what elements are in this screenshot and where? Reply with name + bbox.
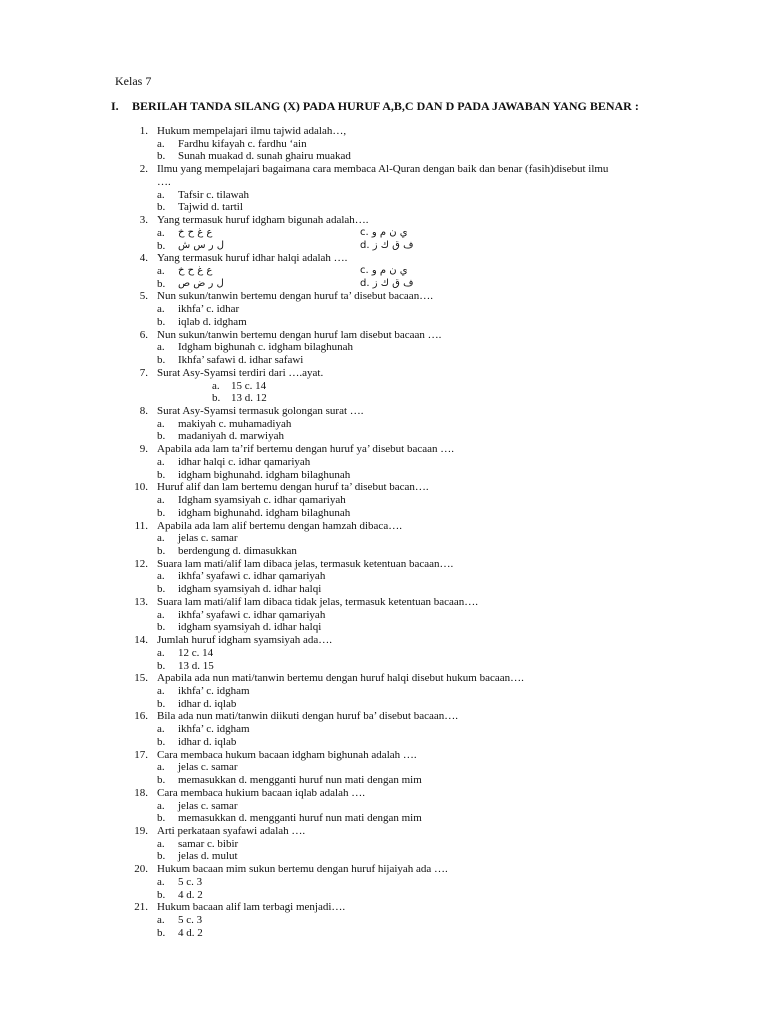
question-text: Surat Asy-Syamsi terdiri dari ….ayat. [157,366,324,379]
section-instruction: BERILAH TANDA SILANG (X) PADA HURUF A,B,C DAN D PADA JAWABAN YANG BENAR : [132,99,639,113]
option-letter: a. [212,379,220,392]
option-letter: a. [157,494,165,507]
question-number: 3. [139,214,148,227]
question-text: Hukum mempelajari ilmu tajwid adalah…, [157,125,347,137]
question-number: 4. [139,252,148,265]
option-text: ل ر ض ص [178,277,224,289]
answer-option-row [0,240,768,253]
option-letter: a. [157,226,165,239]
question-number: 15. [134,672,148,685]
question-item [0,481,768,519]
answer-option-row [0,927,768,940]
question-item [0,443,768,481]
answer-option-row [0,341,768,354]
answer-option-row [0,583,768,596]
option-letter: a. [157,188,165,201]
option-text: idgham bighunahd. idgham bilaghunah [178,506,351,519]
answer-option-row [0,723,768,736]
option-text-right: d. ف ق ك ز [360,277,414,289]
question-item [0,749,768,787]
option-letter: a. [157,723,165,736]
option-letter: a. [157,685,165,697]
option-letter: a. [157,837,165,850]
option-text-right: c. ي ن م و [360,226,408,238]
question-item [0,634,768,672]
option-text: Idgham bighunah c. idgham bilaghunah [178,341,354,354]
option-text: 13 d. 12 [231,392,267,405]
question-text: Cara membaca hukum bacaan idgham bighunah adalah …. [157,748,417,761]
question-item [0,520,768,558]
question-item [0,787,768,825]
option-text: Ikhfa’ safawi d. idhar safawi [178,354,304,367]
class-label: Kelas 7 [115,74,152,88]
option-text: ikhfa’ syafawi c. idhar qamariyah [178,608,326,621]
option-text: ikhfa’ c. idgham [178,685,250,697]
question-item [0,558,768,596]
option-text: jelas c. samar [178,532,238,545]
answer-option-row [0,889,768,902]
option-letter: b. [157,150,166,163]
question-number: 5. [139,290,148,303]
option-text: ع غ ح خ [178,265,213,277]
answer-option-row [0,354,768,367]
answer-option-row [0,392,768,405]
option-letter: a. [157,137,165,150]
question-list [0,125,768,939]
answer-option-row [0,532,768,545]
option-letter: a. [157,799,165,812]
option-letter: b. [157,201,166,214]
answer-option-row [0,469,768,482]
question-number: 18. [134,786,148,799]
option-letter: b. [157,239,166,252]
option-text: 5 c. 3 [178,875,203,888]
question-number: 10. [134,481,148,494]
question-text: Apabila ada lam ta’rif bertemu dengan huruf ya’ disebut bacaan …. [157,443,454,456]
answer-option-row [0,227,768,240]
question-text: Suara lam mati/alif lam dibaca jelas, termasuk ketentuan bacaan…. [157,557,454,570]
question-number: 6. [139,328,148,341]
option-text: samar c. bibir [178,837,239,850]
option-letter: a. [157,417,165,430]
question-number: 1. [139,125,148,137]
option-text: idgham syamsiyah d. idhar halqi [178,621,322,634]
option-letter: b. [157,926,166,939]
question-text: Suara lam mati/alif lam dibaca tidak jelas, termasuk ketentuan bacaan…. [157,595,479,608]
question-item [0,405,768,443]
option-text: memasukkan d. mengganti huruf nun mati dengan mim [178,774,422,787]
question-text: Surat Asy-Syamsi termasuk golongan surat …. [157,405,364,417]
question-text: Ilmu yang mempelajari bagaimana cara membaca Al-Quran dengan baik dan benar (fasih)disebut ilmu …. [157,163,612,188]
answer-option-row [0,609,768,622]
option-letter: b. [157,774,166,787]
option-letter: b. [157,583,166,596]
question-number: 21. [134,901,148,914]
question-item [0,710,768,748]
answer-option-row [0,138,768,151]
option-letter: a. [157,532,165,545]
question-number: 8. [139,405,148,417]
option-text: Tajwid d. tartil [178,201,243,214]
option-letter: b. [157,468,166,481]
option-text: ع غ ح خ [178,226,213,238]
option-letter: b. [157,888,166,901]
answer-option-row [0,507,768,520]
option-text: 13 d. 15 [178,659,214,672]
question-number: 9. [139,443,148,456]
option-letter: b. [212,392,221,405]
option-letter: b. [157,812,166,825]
question-text: Yang termasuk huruf idhar halqi adalah …. [157,252,348,265]
question-number: 14. [134,634,148,647]
answer-option-row [0,736,768,749]
option-text: idhar d. iqlab [178,697,237,710]
option-letter: a. [157,303,165,316]
question-text: Jumlah huruf idgham syamsiyah ada…. [157,634,333,647]
question-item [0,672,768,710]
option-text: 4 d. 2 [178,926,203,939]
question-item [0,329,768,367]
option-letter: b. [157,354,166,367]
answer-option-row [0,303,768,316]
option-letter: b. [157,506,166,519]
answer-option-row [0,456,768,469]
option-letter: b. [157,659,166,672]
option-text-right: d. ف ق ك ز [360,239,414,251]
question-text: Hukum bacaan mim sukun bertemu dengan huruf hijaiyah ada …. [157,863,448,876]
question-text: Nun sukun/tanwin bertemu dengan huruf lam disebut bacaan …. [157,328,442,341]
option-text: Idgham syamsiyah c. idhar qamariyah [178,494,346,507]
option-text: jelas d. mulut [178,850,238,863]
answer-option-row [0,774,768,787]
option-text: idgham syamsiyah d. idhar halqi [178,583,322,596]
answer-option-row [0,621,768,634]
question-text: Apabila ada lam alif bertemu dengan hamzah dibaca…. [157,519,402,532]
option-letter: a. [157,608,165,621]
answer-option-row [0,685,768,698]
question-item [0,252,768,290]
question-text: Cara membaca hukium bacaan iqlab adalah …. [157,786,365,799]
answer-option-row [0,647,768,660]
option-text: Fardhu kifayah c. fardhu ‘ain [178,137,307,150]
question-text: Bila ada nun mati/tanwin diikuti dengan huruf ba’ disebut bacaan…. [157,710,458,723]
answer-option-row [0,850,768,863]
option-letter: b. [157,277,166,290]
question-text: Huruf alif dan lam bertemu dengan huruf ta’ disebut bacan…. [157,481,429,494]
option-text: iqlab d. idgham [178,315,247,328]
question-item [0,214,768,252]
option-text-right: c. ي ن م و [360,265,408,277]
answer-option-row [0,316,768,329]
question-text: Yang termasuk huruf idgham bigunah adalah…. [157,214,369,227]
option-letter: a. [157,646,165,659]
answer-option-row [0,265,768,278]
question-number: 17. [134,748,148,761]
option-text: makiyah c. muhamadiyah [178,417,292,430]
question-item [0,825,768,863]
option-letter: b. [157,850,166,863]
question-item [0,596,768,634]
question-item [0,290,768,328]
option-text: memasukkan d. mengganti huruf nun mati dengan mim [178,812,422,825]
option-text: idhar halqi c. idhar qamariyah [178,455,311,468]
option-letter: b. [157,315,166,328]
option-text: 15 c. 14 [231,379,267,392]
option-letter: a. [157,761,165,774]
question-text: Hukum bacaan alif lam terbagi menjadi…. [157,901,346,914]
answer-option-row [0,150,768,163]
question-text: Arti perkataan syafawi adalah …. [157,824,306,837]
answer-option-row [0,838,768,851]
option-letter: b. [157,545,166,557]
option-text: jelas c. samar [178,761,238,774]
option-text: idhar d. iqlab [178,735,237,748]
option-letter: a. [157,875,165,888]
question-text: Apabila ada nun mati/tanwin bertemu dengan huruf halqi disebut hukum bacaan…. [157,672,524,685]
option-letter: a. [157,455,165,468]
answer-option-row [0,545,768,558]
option-letter: b. [157,697,166,710]
option-text: madaniyah d. marwiyah [178,430,284,443]
question-item [0,901,768,939]
answer-option-row [0,380,768,393]
answer-option-row [0,876,768,889]
answer-option-row [0,812,768,825]
option-text: 4 d. 2 [178,888,203,901]
answer-option-row [0,494,768,507]
question-item [0,163,768,214]
question-number: 2. [139,163,148,176]
option-letter: a. [157,914,165,927]
option-text: ikhfa’ c. idgham [178,723,250,736]
question-item [0,863,768,901]
option-letter: b. [157,735,166,748]
answer-option-row [0,430,768,443]
option-letter: b. [157,621,166,634]
option-letter: a. [157,341,165,354]
question-number: 7. [139,366,148,379]
answer-option-row [0,698,768,711]
option-text: Tafsir c. tilawah [178,188,250,201]
section-number: I. [111,99,119,113]
question-number: 20. [134,863,148,876]
question-number: 11. [134,519,148,532]
question-text: Nun sukun/tanwin bertemu dengan huruf ta’ disebut bacaan…. [157,290,433,303]
question-number: 19. [134,824,148,837]
answer-option-row [0,800,768,813]
option-text: jelas c. samar [178,799,238,812]
option-letter: a. [157,570,165,583]
option-text: idgham bighunahd. idgham bilaghunah [178,468,351,481]
option-text: ikhfa’ c. idhar [178,303,240,316]
option-text: berdengung d. dimasukkan [178,545,297,557]
option-text: 5 c. 3 [178,914,203,927]
answer-option-row [0,914,768,927]
question-number: 13. [134,595,148,608]
answer-option-row [0,201,768,214]
answer-option-row [0,761,768,774]
answer-option-row [0,418,768,431]
option-text: Sunah muakad d. sunah ghairu muakad [178,150,351,163]
option-letter: a. [157,265,165,278]
option-text: ikhfa’ syafawi c. idhar qamariyah [178,570,326,583]
answer-option-row [0,660,768,673]
option-text: 12 c. 14 [178,646,214,659]
answer-option-row [0,570,768,583]
option-text: ل ر س ش [178,239,225,251]
question-number: 12. [134,557,148,570]
answer-option-row [0,278,768,291]
question-item [0,125,768,163]
question-number: 16. [134,710,148,723]
question-item [0,367,768,405]
answer-option-row [0,189,768,202]
option-letter: b. [157,430,166,443]
